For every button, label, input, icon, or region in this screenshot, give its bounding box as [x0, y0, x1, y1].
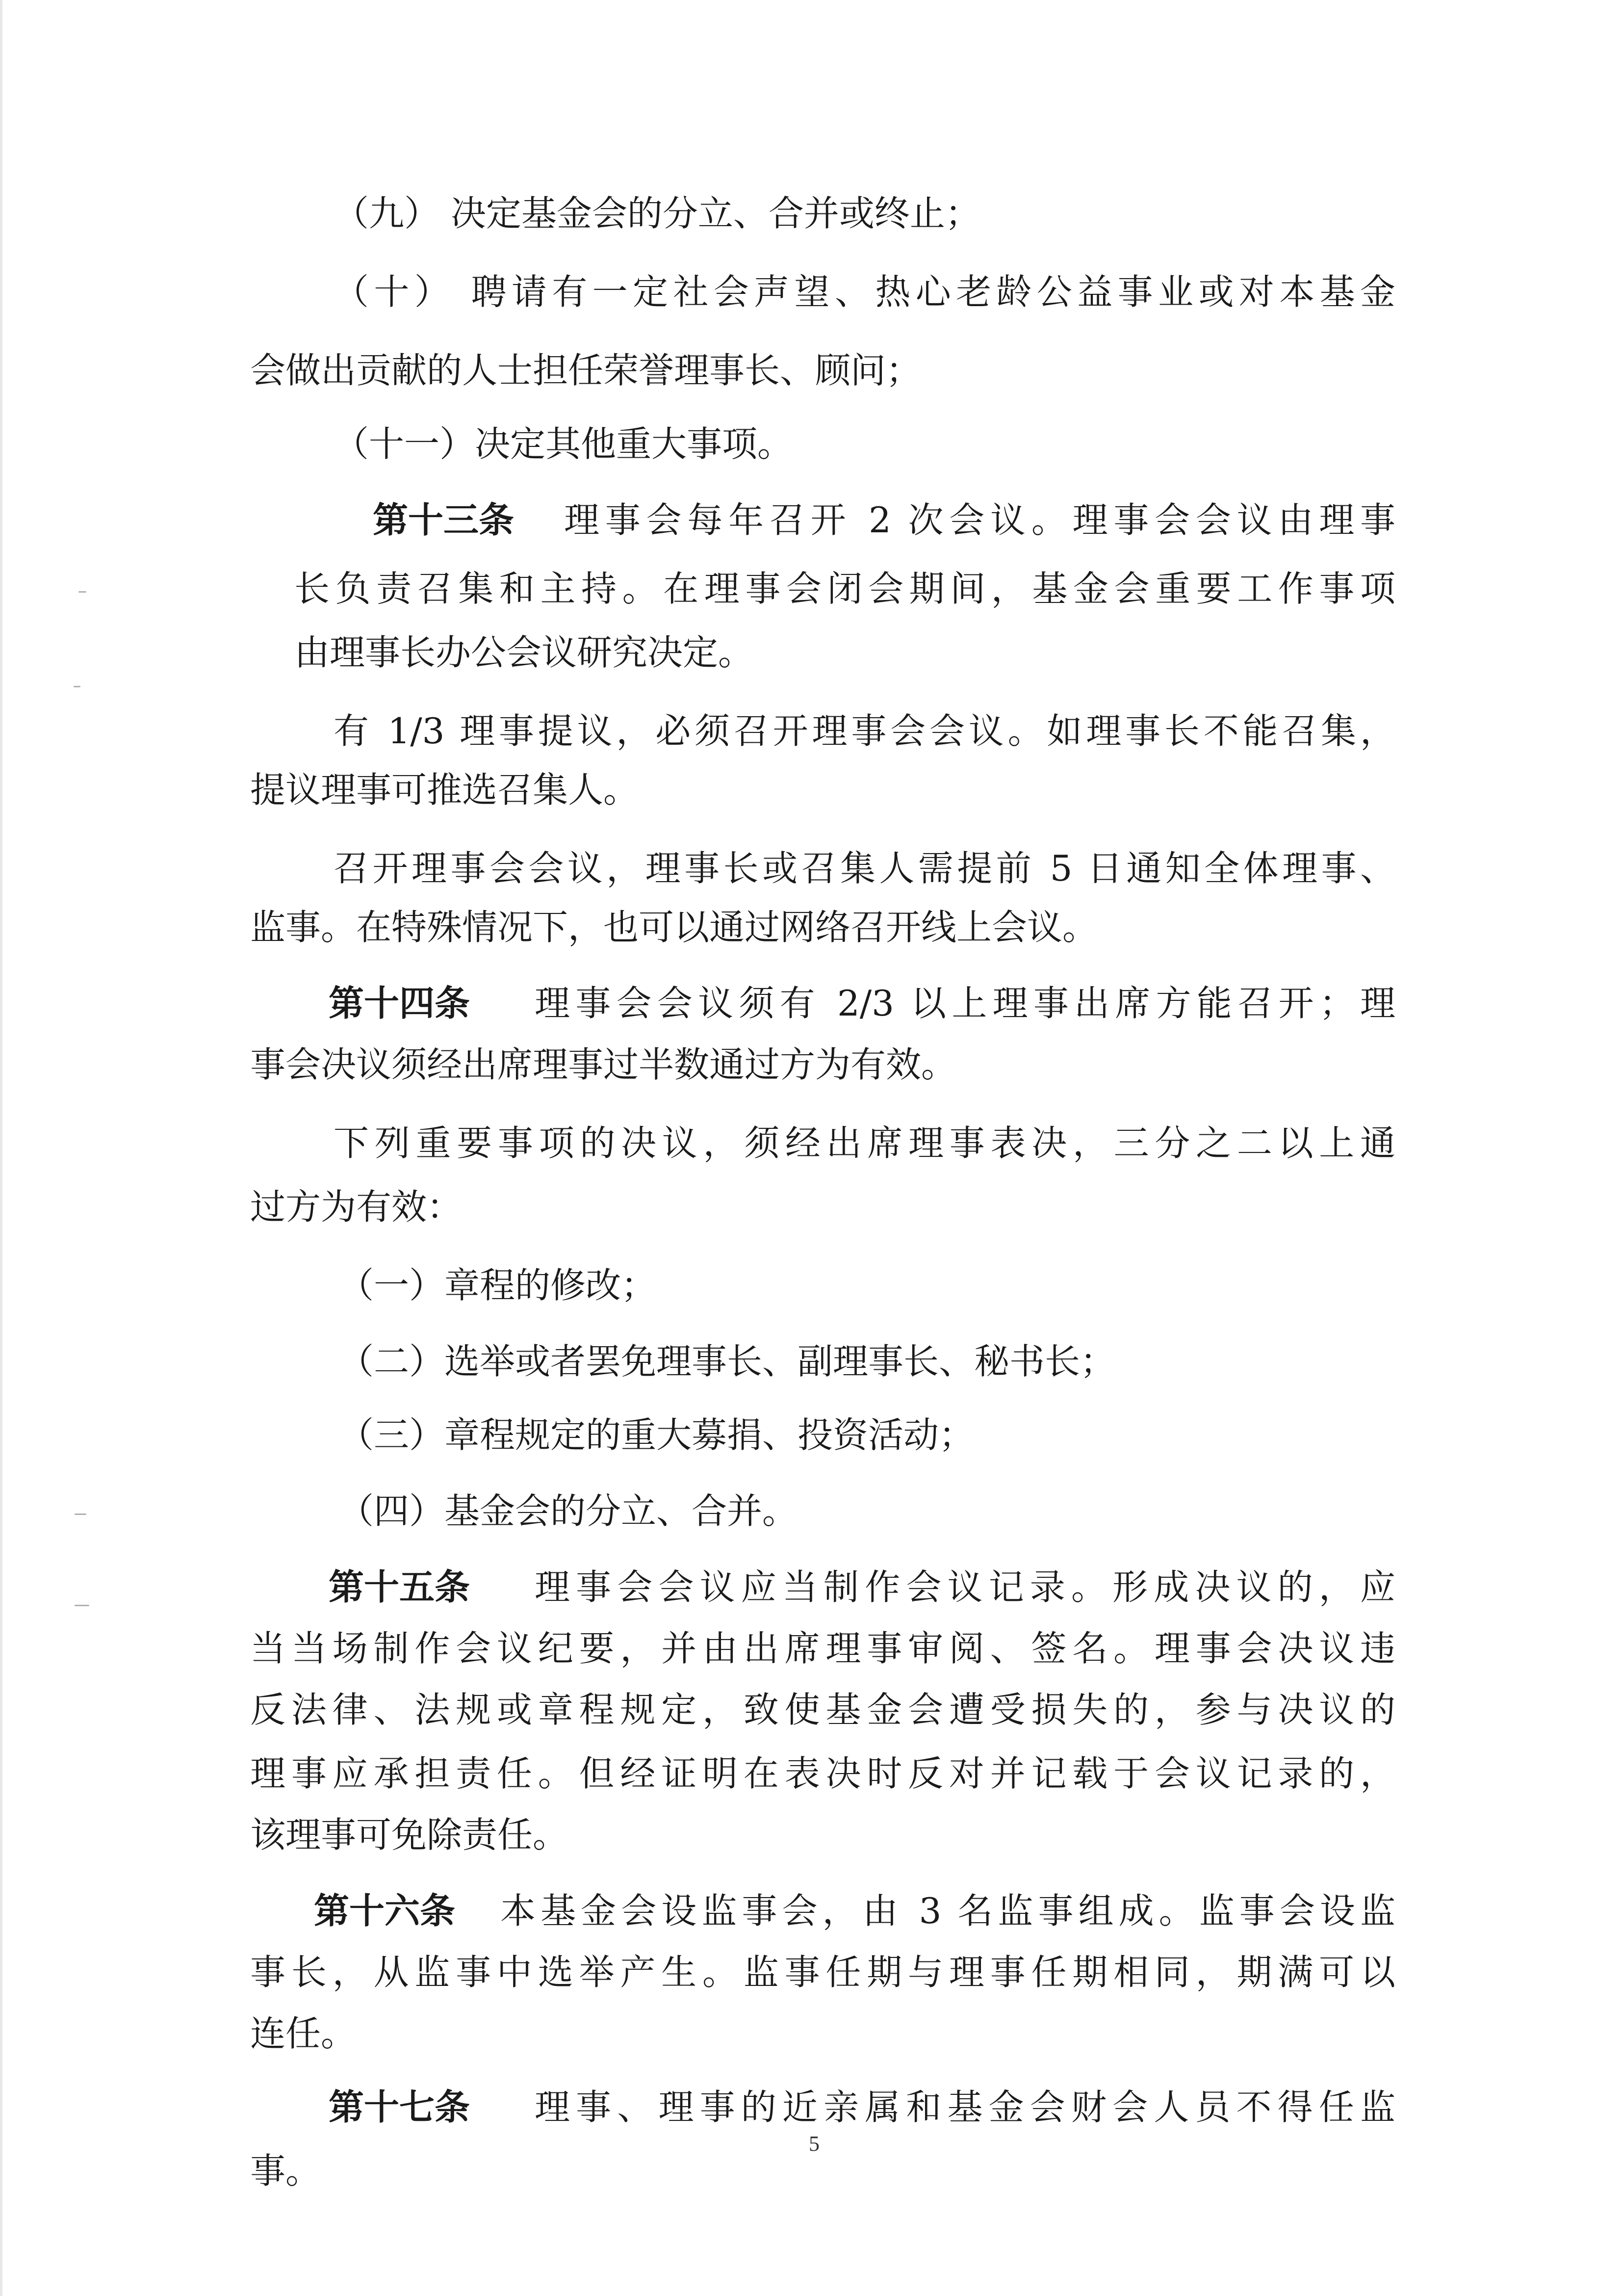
article-16-heading: 第十六条: [314, 1890, 456, 1931]
article-13-para-2-line-1: 有 1/3 理事提议，必须召开理事会会议。如理事长不能召集，: [334, 710, 1395, 752]
article-14-line-2: 事会决议须经出席理事过半数通过方为有效。: [250, 1044, 957, 1085]
article-14-item-2: （二）选举或者罢免理事长、副理事长、秘书长；: [338, 1341, 1116, 1382]
article-14-item-1: （一）章程的修改；: [338, 1265, 657, 1306]
article-15-line-4: 理事应承担责任。但经证明在表决时反对并记载于会议记录的，: [250, 1753, 1395, 1794]
scan-left-edge: [0, 0, 2, 2296]
article-17-line-2: 事。: [250, 2150, 321, 2192]
article-16-line-2: 事长，从监事中选举产生。监事任期与理事任期相同，期满可以: [250, 1952, 1395, 1993]
article-14-para-2-line-1: 下列重要事项的决议，须经出席理事表决，三分之二以上通: [334, 1122, 1395, 1164]
article-15-line-3: 反法律、法规或章程规定，致使基金会遭受损失的，参与决议的: [250, 1689, 1395, 1730]
article-13-line-3: 由理事长办公会议研究决定。: [294, 632, 754, 673]
article-13-para-3-line-2: 监事。在特殊情况下，也可以通过网络召开线上会议。: [250, 907, 1098, 948]
clause-10-line-1: （十） 聘请有一定社会声望、热心老龄公益事业或对本基金: [334, 271, 1395, 313]
article-13-line-2: 长负责召集和主持。在理事会闭会期间，基金会重要工作事项: [294, 568, 1395, 609]
article-13-heading: 第十三条: [373, 499, 515, 541]
clause-9: （九） 决定基金会的分立、合并或终止；: [334, 193, 980, 234]
scan-mark: [75, 1605, 89, 1606]
article-17-line-1: 理事、理事的近亲属和基金会财会人员不得任监: [535, 2087, 1395, 2128]
clause-10-line-2: 会做出贡献的人士担任荣誉理事长、顾问；: [250, 350, 922, 391]
clause-11: （十一）决定其他重大事项。: [334, 423, 793, 465]
article-15-line-2: 当当场制作会议纪要，并由出席理事审阅、签名。理事会决议违: [250, 1628, 1395, 1669]
scan-mark: [75, 1513, 86, 1515]
article-13-line-1: 理事会每年召开 2 次会议。理事会会议由理事: [564, 499, 1395, 541]
article-15-heading: 第十五条: [329, 1566, 470, 1608]
article-15-line-5: 该理事可免除责任。: [250, 1814, 568, 1855]
scan-mark: [78, 591, 86, 593]
article-14-para-2-line-2: 过方为有效：: [250, 1186, 463, 1227]
article-14-item-4: （四）基金会的分立、合并。: [338, 1490, 798, 1532]
article-14-heading: 第十四条: [329, 982, 470, 1024]
article-17-heading: 第十七条: [329, 2086, 470, 2128]
article-16-line-3: 连任。: [250, 2013, 357, 2054]
page-number: 5: [809, 2132, 820, 2156]
scan-mark: [74, 686, 80, 687]
article-15-line-1: 理事会会议应当制作会议记录。形成决议的，应: [535, 1566, 1395, 1608]
article-14-item-3: （三）章程规定的重大募捐、投资活动；: [338, 1414, 975, 1456]
article-14-line-1: 理事会会议须有 2/3 以上理事出席方能召开；理: [535, 983, 1395, 1024]
article-13-para-2-line-2: 提议理事可推选召集人。: [250, 769, 639, 810]
article-13-para-3-line-1: 召开理事会会议，理事长或召集人需提前 5 日通知全体理事、: [334, 848, 1395, 889]
article-16-line-1: 本基金会设监事会，由 3 名监事组成。监事会设监: [500, 1890, 1395, 1931]
